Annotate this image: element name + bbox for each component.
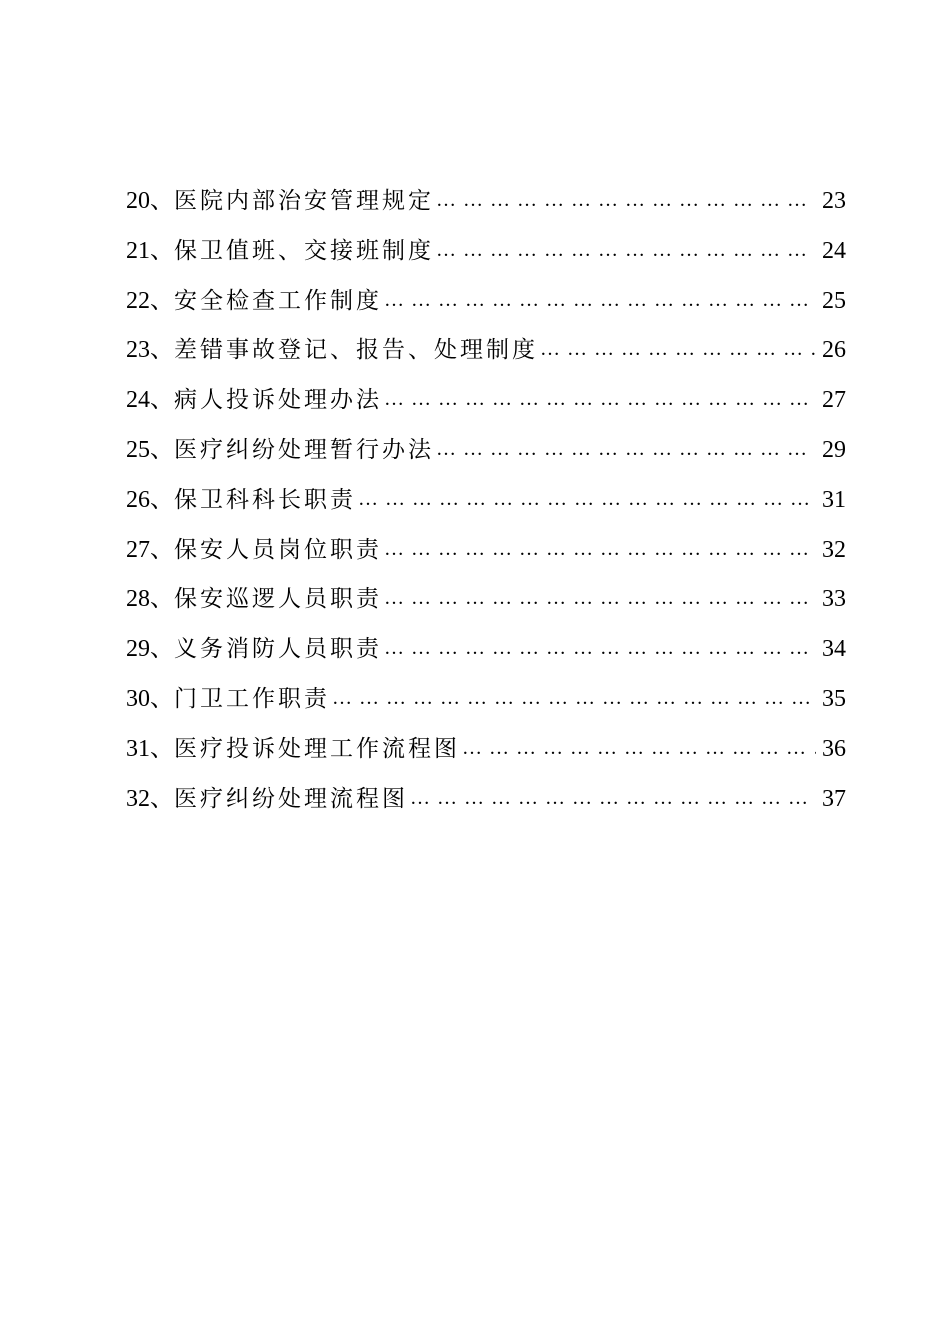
toc-entry-page: 35 — [822, 685, 846, 712]
toc-entry-23[interactable] — [126, 329, 846, 379]
toc-entry-page: 33 — [822, 586, 846, 613]
toc-entry-title: 病人投诉处理办法 — [174, 387, 382, 414]
toc-entry-32[interactable] — [126, 778, 846, 828]
table-of-contents — [126, 180, 846, 827]
toc-entry-title: 保卫科科长职责 — [174, 486, 356, 513]
toc-dot-leader — [384, 627, 816, 669]
toc-dot-leader — [436, 179, 816, 221]
toc-dot-leader — [436, 229, 816, 271]
toc-entry-number: 20、 — [126, 188, 174, 214]
toc-dot-leader — [410, 777, 816, 819]
toc-entry-number: 24、 — [126, 387, 174, 414]
toc-dot-leader — [384, 577, 816, 619]
toc-entry-31[interactable] — [126, 728, 846, 778]
toc-entry-20[interactable] — [126, 180, 846, 230]
toc-entry-page: 27 — [822, 387, 846, 414]
toc-entry-number: 27、 — [126, 536, 174, 563]
toc-entry-page: 34 — [822, 636, 846, 663]
toc-entry-25[interactable] — [126, 429, 846, 479]
toc-dot-leader — [384, 378, 816, 420]
toc-entry-21[interactable] — [126, 230, 846, 280]
toc-entry-29[interactable] — [126, 628, 846, 678]
toc-entry-page: 26 — [822, 337, 846, 364]
toc-entry-page: 31 — [822, 486, 846, 513]
toc-entry-24[interactable] — [126, 379, 846, 429]
toc-entry-title: 保卫值班、交接班制度 — [174, 237, 434, 264]
toc-entry-page: 24 — [822, 237, 846, 264]
toc-entry-number: 28、 — [126, 586, 174, 613]
toc-entry-page: 29 — [822, 436, 846, 463]
toc-entry-28[interactable] — [126, 578, 846, 628]
toc-entry-title: 安全检查工作制度 — [174, 287, 382, 314]
toc-entry-title: 医疗投诉处理工作流程图 — [174, 735, 460, 762]
toc-entry-number: 31、 — [126, 735, 174, 762]
toc-entry-26[interactable] — [126, 479, 846, 529]
toc-entry-title: 保安巡逻人员职责 — [174, 586, 382, 613]
toc-entry-number: 26、 — [126, 486, 174, 513]
toc-entry-title: 医疗纠纷处理流程图 — [174, 785, 408, 812]
toc-entry-number: 21、 — [126, 237, 174, 264]
toc-entry-page: 37 — [822, 785, 846, 812]
toc-entry-number: 25、 — [126, 436, 174, 463]
toc-entry-27[interactable] — [126, 529, 846, 579]
toc-entry-title: 保安人员岗位职责 — [174, 536, 382, 563]
toc-entry-number: 22、 — [126, 287, 174, 314]
toc-entry-30[interactable] — [126, 678, 846, 728]
toc-entry-number: 29、 — [126, 636, 174, 663]
toc-entry-title: 医疗纠纷处理暂行办法 — [174, 436, 434, 463]
toc-dot-leader — [384, 279, 816, 321]
toc-dot-leader — [462, 727, 816, 769]
toc-entry-title: 义务消防人员职责 — [174, 636, 382, 663]
toc-dot-leader — [332, 677, 816, 719]
toc-entry-title: 门卫工作职责 — [174, 685, 330, 712]
toc-entry-page: 23 — [822, 188, 846, 214]
toc-entry-22[interactable] — [126, 280, 846, 330]
toc-entry-page: 25 — [822, 287, 846, 314]
toc-entry-title: 医院内部治安管理规定 — [174, 188, 434, 214]
toc-entry-page: 32 — [822, 536, 846, 563]
toc-entry-number: 30、 — [126, 685, 174, 712]
toc-dot-leader — [384, 528, 816, 570]
toc-entry-number: 23、 — [126, 337, 174, 364]
toc-dot-leader — [436, 428, 816, 470]
toc-entry-number: 32、 — [126, 785, 174, 812]
toc-entry-title: 差错事故登记、报告、处理制度 — [174, 337, 538, 364]
toc-dot-leader — [540, 328, 816, 370]
toc-dot-leader — [358, 478, 816, 520]
toc-entry-page: 36 — [822, 735, 846, 762]
